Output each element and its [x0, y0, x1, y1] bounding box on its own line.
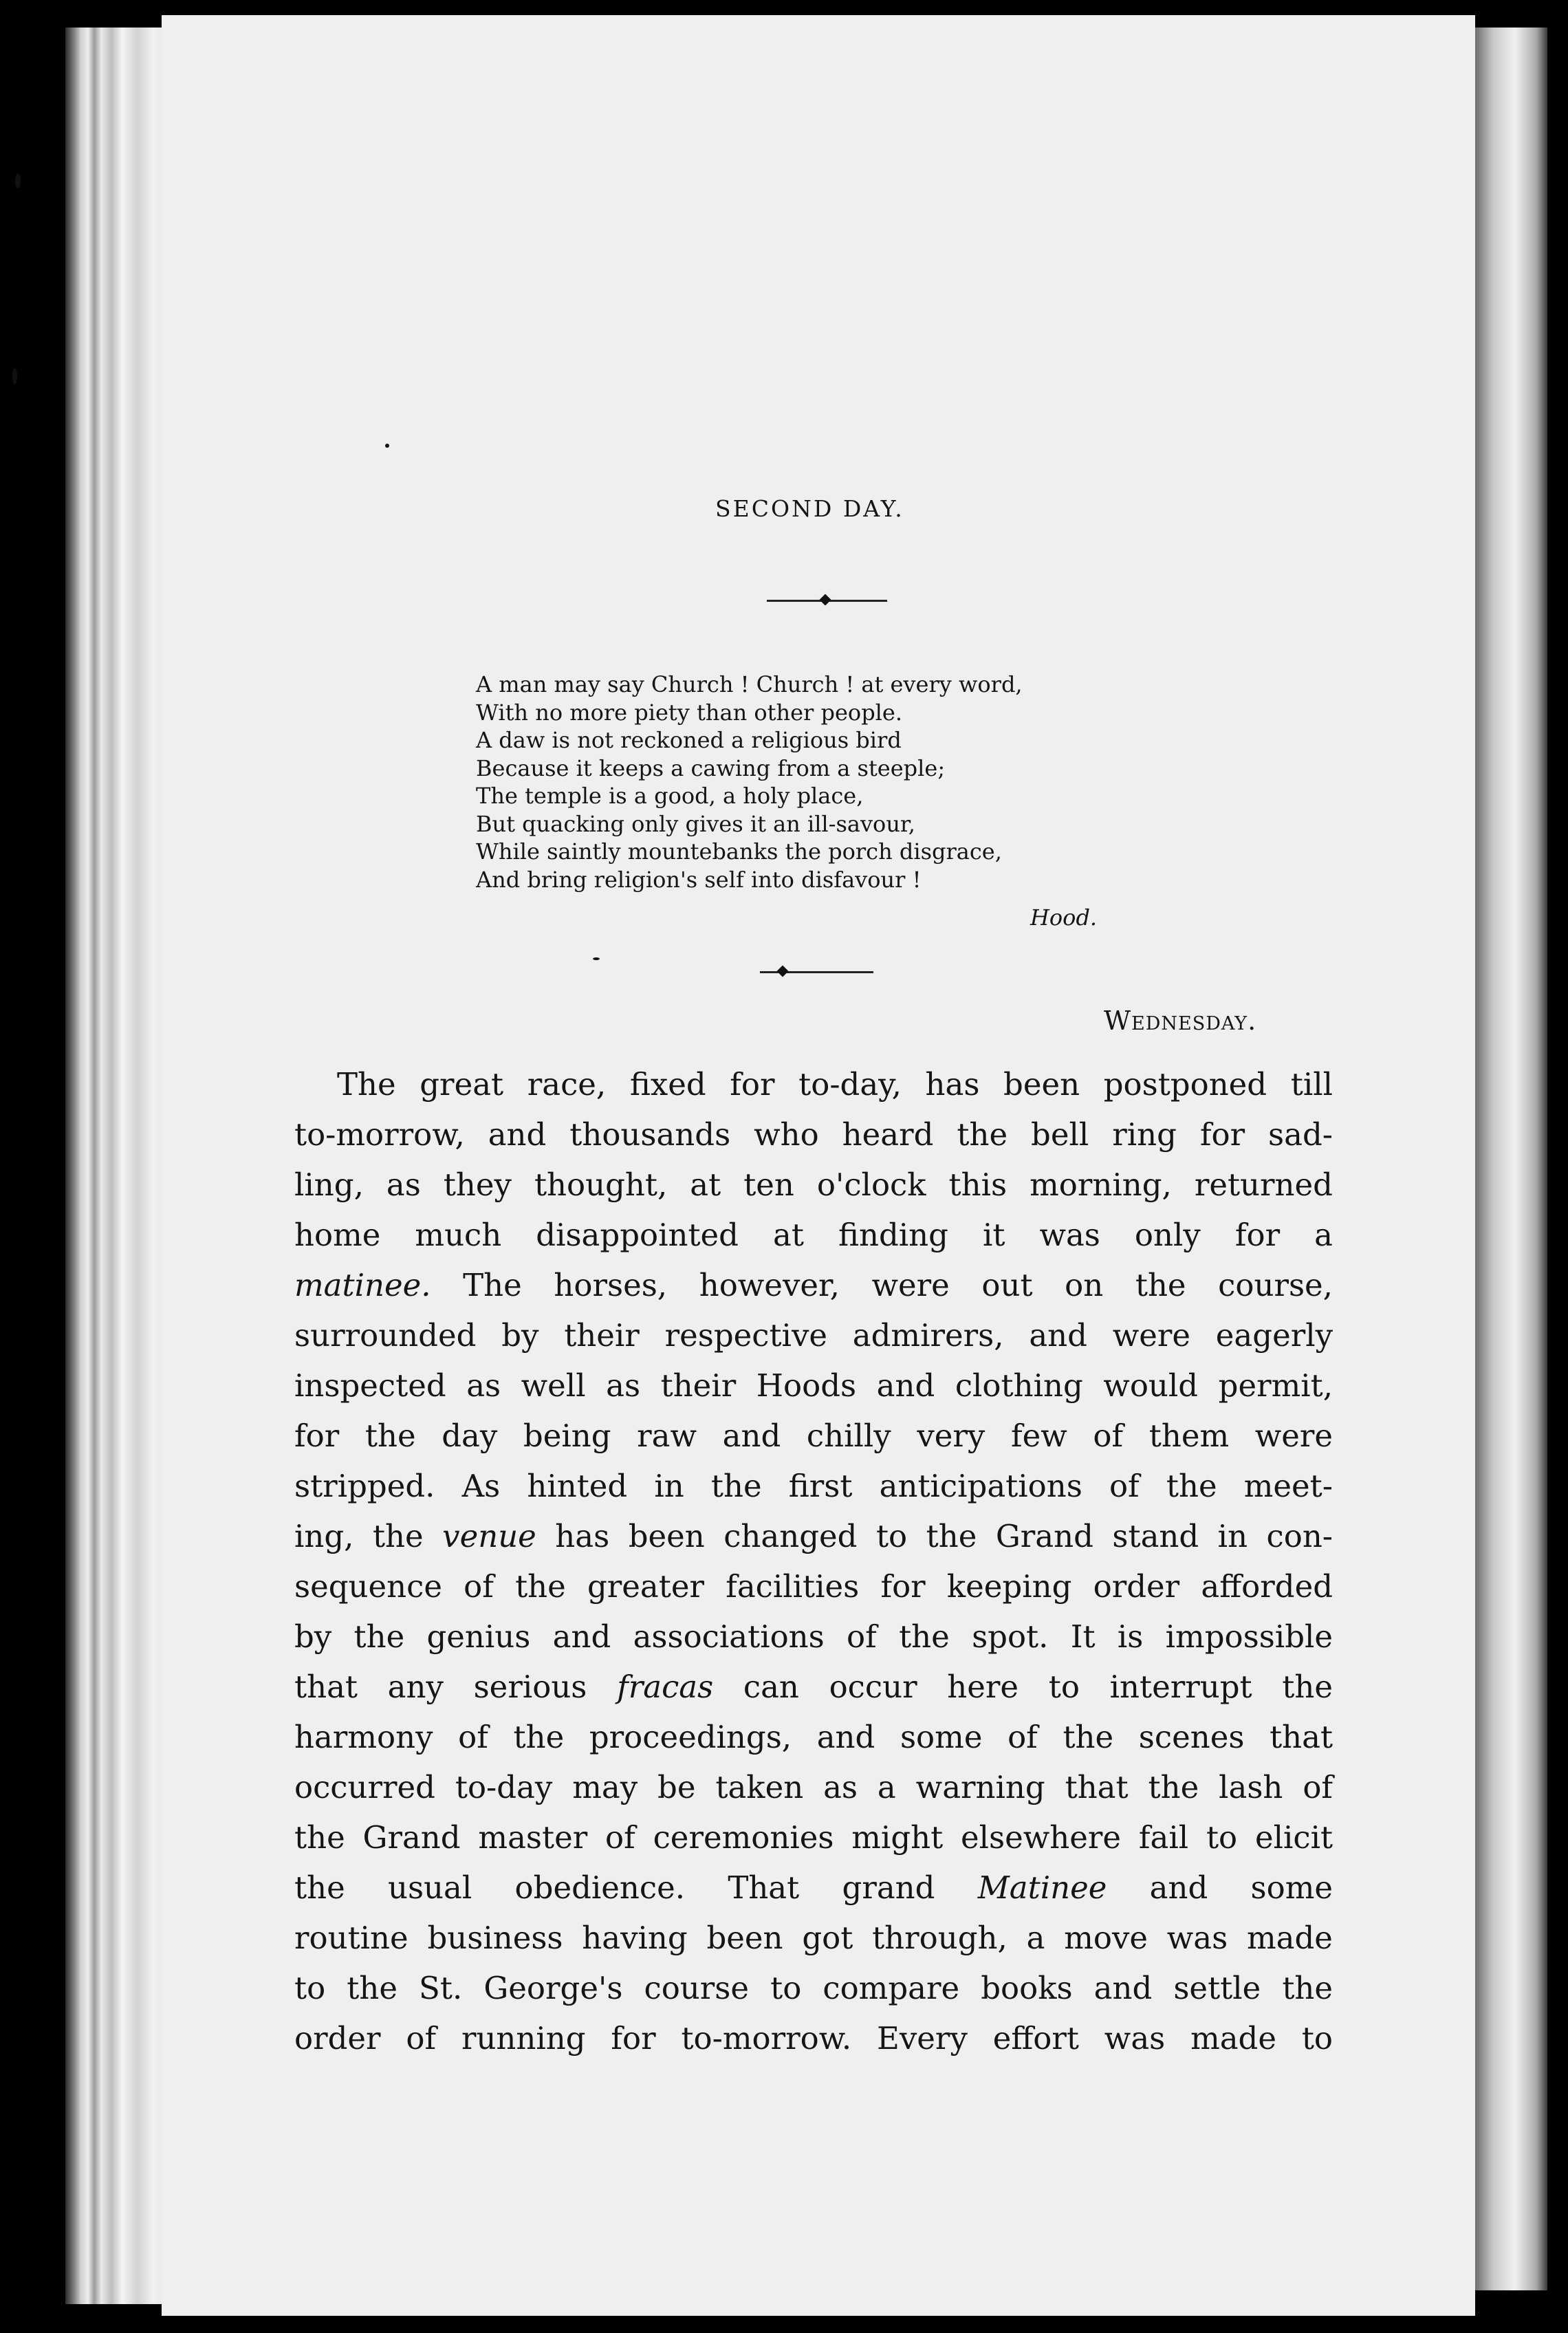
body-line: occurred to-day may be taken as a warning that the lash of	[294, 1769, 1333, 1805]
body-line: by the genius and associations of the spot. It is impossible	[294, 1618, 1333, 1655]
body-line: the usual obedience. That grand Matinee and some	[294, 1869, 1333, 1906]
poem-attribution: Hood.	[1030, 904, 1098, 931]
scan-speck	[385, 444, 389, 448]
poem-line: With no more piety than other people.	[476, 699, 903, 726]
next-page-edge	[1475, 28, 1547, 2290]
poem-line: The temple is a good, a holy place,	[476, 783, 864, 809]
scan-speck	[15, 173, 21, 188]
body-line: ling, as they thought, at ten o'clock this morning, returned	[294, 1166, 1333, 1203]
body-line: ing, the venue has been changed to the Grand stand in con-	[294, 1518, 1333, 1554]
body-line: inspected as well as their Hoods and clothing would permit,	[294, 1367, 1333, 1404]
body-line: matinee. The horses, however, were out on the course,	[294, 1267, 1333, 1303]
poem-line: Because it keeps a cawing from a steeple;	[476, 755, 946, 781]
body-line: The great race, fixed for to-day, has been postponed till	[337, 1066, 1333, 1103]
poem-line: While saintly mountebanks the porch disgrace,	[476, 838, 1002, 865]
dateline-text: Wednesday.	[1104, 1006, 1257, 1036]
body-line: for the day being raw and chilly very few of them were	[294, 1418, 1333, 1454]
section-dateline	[1104, 1006, 1256, 1036]
poem-line: A man may say Church ! Church ! at every word,	[476, 671, 1023, 697]
poem-line: A daw is not reckoned a religious bird	[476, 727, 902, 753]
scan-speck	[593, 957, 600, 960]
book-gutter	[65, 28, 168, 2304]
poem-line: But quacking only gives it an ill-savour,	[476, 810, 915, 837]
chapter-heading: SECOND DAY.	[715, 495, 904, 522]
body-line: home much disappointed at finding it was only for a	[294, 1217, 1333, 1253]
body-line: stripped. As hinted in the first anticipations of the meet-	[294, 1468, 1333, 1504]
body-text	[294, 1059, 1333, 2063]
epigraph-poem	[476, 671, 1136, 893]
body-line: sequence of the greater facilities for keeping order afforded	[294, 1568, 1333, 1605]
scan-speck	[12, 368, 17, 384]
body-line: to the St. George's course to compare books and settle the	[294, 1970, 1333, 2006]
body-line: harmony of the proceedings, and some of the scenes that	[294, 1719, 1333, 1755]
body-line: surrounded by their respective admirers, and were eagerly	[294, 1317, 1333, 1354]
body-line: to-morrow, and thousands who heard the bell ring for sad-	[294, 1116, 1333, 1153]
body-line: that any serious fracas can occur here to interrupt the	[294, 1669, 1333, 1705]
poem-line: And bring religion's self into disfavour !	[476, 866, 922, 893]
body-line: order of running for to-morrow. Every effort was made to	[294, 2020, 1333, 2057]
body-line: the Grand master of ceremonies might elsewhere fail to elicit	[294, 1819, 1333, 1856]
body-line: routine business having been got through, a move was made	[294, 1920, 1333, 1956]
